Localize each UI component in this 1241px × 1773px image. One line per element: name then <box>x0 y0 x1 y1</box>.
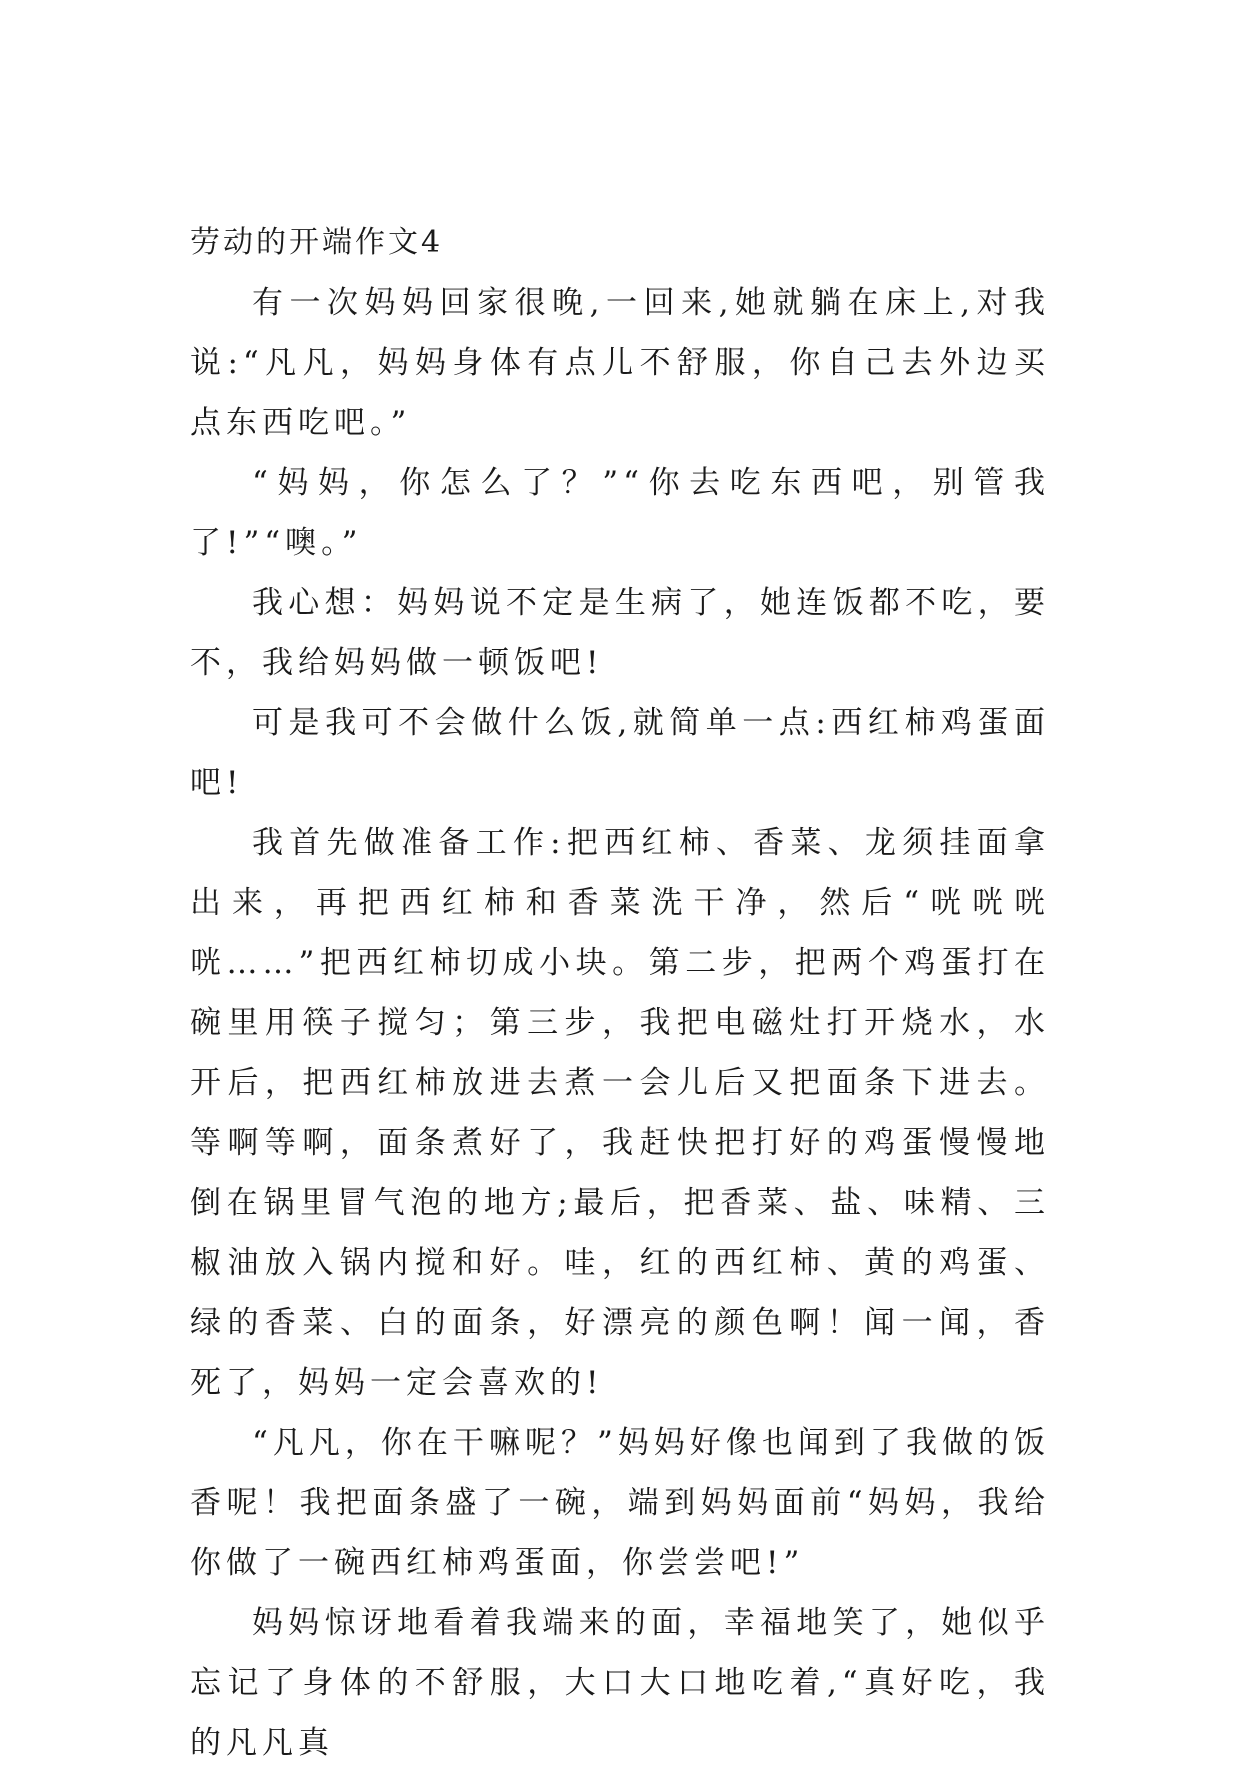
paragraph: 可是我可不会做什么饭,就简单一点:西红柿鸡蛋面吧! <box>190 705 1050 801</box>
paragraph: 有一次妈妈回家很晚,一回来,她就躺在床上,对我说:“凡凡，妈妈身体有点儿不舒服，你自己去外边买点东西吃吧。” <box>190 285 1050 441</box>
paragraph: “凡凡，你在干嘛呢？”妈妈好像也闻到了我做的饭香呢！我把面条盛了一碗，端到妈妈面前“妈妈，我给你做了一碗西红柿鸡蛋面，你尝尝吧!” <box>190 1425 1050 1581</box>
paragraph: “妈妈，你怎么了？”“你去吃东西吧，别管我了!”“噢。” <box>190 465 1050 561</box>
paragraph: 我心想：妈妈说不定是生病了，她连饭都不吃，要不，我给妈妈做一顿饭吧! <box>190 585 1050 681</box>
document-body <box>190 213 1050 1773</box>
document-title: 劳动的开端作文4 <box>190 225 444 260</box>
paragraph: 妈妈惊讶地看着我端来的面，幸福地笑了，她似乎忘记了身体的不舒服，大口大口地吃着,“真好吃，我的凡凡真 <box>190 1605 1050 1761</box>
paragraph: 我首先做准备工作:把西红柿、香菜、龙须挂面拿出来，再把西红柿和香菜洗干净，然后“咣咣咣咣……”把西红柿切成小块。第二步，把两个鸡蛋打在碗里用筷子搅匀；第三步，我把电磁灶打开烧水，水开后，把西红柿放进去煮一会儿后又把面条下进去。等啊等啊，面条煮好了，我赶快把打好的鸡蛋慢慢地倒在锅里冒气泡的地方;最后，把香菜、盐、味精、三椒油放入锅内搅和好。哇，红的西红柿、黄的鸡蛋、绿的香菜、白的面条，好漂亮的颜色啊！闻一闻，香死了，妈妈一定会喜欢的! <box>190 825 1050 1401</box>
